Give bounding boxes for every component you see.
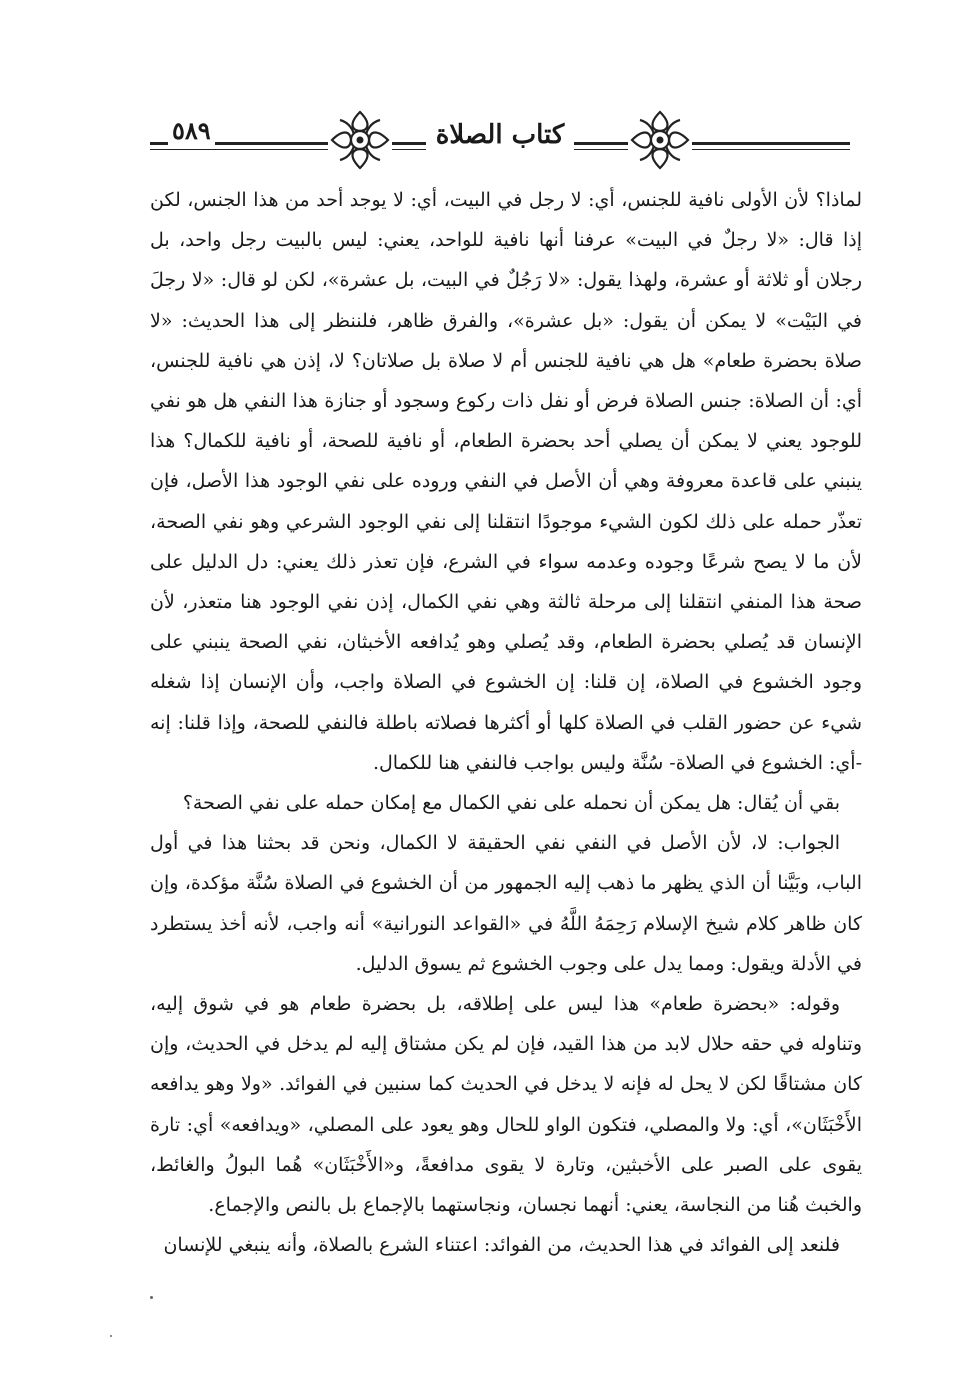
- body-text: [150, 180, 862, 1280]
- scan-speck: [150, 1296, 153, 1299]
- running-title: كتاب الصلاة: [150, 120, 850, 150]
- floral-ornament-icon: [328, 108, 392, 172]
- paragraph: لماذا؟ لأن الأولى نافية للجنس، أي: لا رجل في البيت، أي: لا يوجد أحد من هذا الجنس، لكن إذا قال: «لا رجلٌ في البيت» عرفنا أنها نافية للواحد، يعني: ليس بالبيت رجل واحد، بل رجلان أو ثلاثة أو عشرة، ولهذا يقول: «لا رَجُلٌ في البيت، بل عشرة»، لكن لو قال: «لا رجلَ في البَيْت» لا يمكن أن يقول: «بل عشرة»، والفرق ظاهر، فلننظر إلى هذا الحديث: «لا صلاة بحضرة طعام» هل هي نافية للجنس أم لا صلاة بل صلاتان؟ لا، إذن هي نافية للجنس، أي: أن الصلاة: جنس الصلاة فرض أو نفل ذات ركوع وسجود أو جنازة هذا النفي هل هو نفي للوجود يعني لا يمكن أن يصلي أحد بحضرة الطعام، أو نافية للصحة، أو نافية للكمال؟ هذا ينبني على قاعدة معروفة وهي أن الأصل في النفي وروده على نفي الوجود هذا الأصل، فإن تعذّر حمله على ذلك لكون الشيء موجودًا انتقلنا إلى نفي الوجود الشرعي وهو نفي الصحة، لأن ما لا يصح شرعًا وجوده وعدمه سواء في الشرع، فإن تعذر ذلك يعني: دل الدليل على صحة هذا المنفي انتقلنا إلى مرحلة ثالثة وهي نفي الكمال، إذن نفي الوجود هنا متعذر، لأن الإنسان قد يُصلي بحضرة الطعام، وقد يُصلي وهو يُدافعه الأخبثان، نفي الصحة ينبني على وجود الخشوع في الصلاة، إن قلنا: إن الخشوع في الصلاة واجب، وأن الإنسان إذا شغله شيء عن حضور القلب في الصلاة كلها أو أكثرها فصلاته باطلة فالنفي للصحة، وإذا قلنا: إنه -أي: الخشوع في الصلاة- سُنَّة وليس بواجب فالنفي هنا للكمال.: [150, 189, 862, 774]
- paragraph: فلنعد إلى الفوائد في هذا الحديث، من الفوائد: اعتناء الشرع بالصلاة، وأنه ينبغي للإنسان: [163, 1234, 840, 1257]
- paragraph: بقي أن يُقال: هل يمكن أن نحمله على نفي الكمال مع إمكان حمله على نفي الصحة؟: [182, 792, 840, 815]
- scan-speck: [110, 1335, 112, 1337]
- paragraph: الجواب: لا، لأن الأصل في النفي نفي الحقيقة لا الكمال، ونحن قد بحثنا هذا في أول الباب، وبَيَّنا أن الذي يظهر ما ذهب إليه الجمهور من أن الخشوع في الصلاة سُنَّة مؤكدة، وإن كان ظاهر كلام شيخ الإسلام رَحِمَهُ اللَّهُ في «القواعد النورانية» أنه واجب، لأنه أخذ يستطرد في الأدلة ويقول: ومما يدل على وجوب الخشوع ثم يسوق الدليل.: [150, 832, 862, 975]
- page-header: [150, 108, 850, 174]
- page-number: ٥٨٩: [168, 116, 215, 145]
- floral-ornament-icon: [628, 108, 692, 172]
- paragraph: وقوله: «بحضرة طعام» هذا ليس على إطلاقه، بل بحضرة طعام هو في شوق إليه، وتناوله في حقه حلال لابد من هذا القيد، فإن لم يكن مشتاق إليه لم يدخل في الحديث، وإن كان مشتاقًا لكن لا يحل له فإنه لا يدخل في الحديث كما سنبين في الفوائد. «ولا وهو يدافعه الأَخْبَثَان»، أي: ولا والمصلي، فتكون الواو للحال وهو يعود على المصلي، «ويدافعه» أي: تارة يقوى على الصبر على الأخبثين، وتارة لا يقوى مدافعةً، و«الأَخْبَثَان» هُما البولُ والغائط، والخبث هُنا من النجاسة، يعني: أنهما نجسان، ونجاستهما بالإجماع بل بالنص والإجماع.: [150, 993, 862, 1217]
